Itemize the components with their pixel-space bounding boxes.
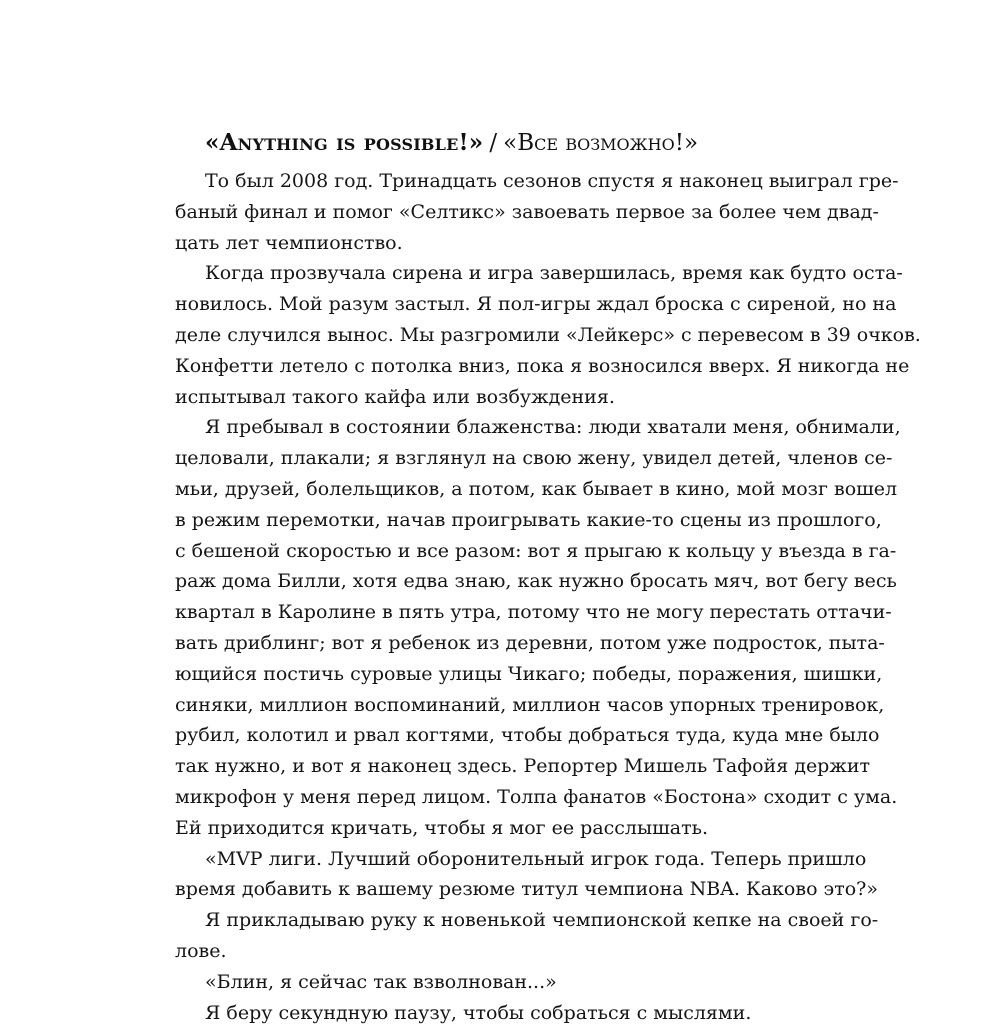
paragraph bbox=[175, 905, 879, 967]
text-line: Я прикладываю руку к новенькой чемпионской кепке на своей го- bbox=[205, 909, 879, 932]
text-line: Я пребывал в состоянии блаженства: люди хватали меня, обнимали, bbox=[205, 416, 901, 439]
text-line: деле случился вынос. Мы разгромили «Лейкерс» с перевесом в 39 очков. bbox=[175, 323, 921, 346]
text-line: испытывал такого кайфа или возбуждения. bbox=[175, 385, 615, 408]
text-line: время добавить к вашему резюме титул чемпиона NBA. Каково это?» bbox=[175, 878, 878, 901]
text-line: Ей приходится кричать, чтобы я мог ее расслышать. bbox=[175, 816, 709, 839]
text-line: Конфетти летело с потолка вниз, пока я возносился вверх. Я никогда не bbox=[175, 354, 910, 377]
text-line: мьи, друзей, болельщиков, а потом, как бывает в кино, мой мозг вошел bbox=[175, 477, 898, 500]
text-line: в режим перемотки, начав проигрывать какие-то сцены из прошлого, bbox=[175, 508, 882, 531]
body-text bbox=[175, 166, 921, 1028]
paragraph bbox=[175, 166, 899, 258]
text-line: То был 2008 год. Тринадцать сезонов спустя я наконец выиграл гре- bbox=[205, 170, 899, 192]
paragraph bbox=[175, 967, 827, 998]
paragraph bbox=[175, 998, 827, 1028]
section-heading bbox=[205, 126, 825, 160]
paragraph bbox=[175, 412, 901, 843]
paragraph bbox=[175, 844, 878, 906]
text-line: цать лет чемпионство. bbox=[175, 231, 403, 254]
text-line: с бешеной скоростью и все разом: вот я прыгаю к кольцу у въезда в га- bbox=[175, 539, 897, 562]
text-line: квартал в Каролине в пять утра, потому что не могу перестать оттачи- bbox=[175, 601, 892, 624]
text-line: новилось. Мой разум застыл. Я пол-игры ждал броска с сиреной, но на bbox=[175, 293, 897, 316]
heading-russian: «Все возможно!» bbox=[503, 130, 699, 156]
text-line: синяки, миллион воспоминаний, миллион часов упорных тренировок, bbox=[175, 693, 885, 716]
text-line: вать дриблинг; вот я ребенок из деревни, потом уже подросток, пыта- bbox=[175, 631, 885, 654]
text-line: Когда прозвучала сирена и игра завершилась, время как будто оста- bbox=[205, 262, 903, 285]
text-line: «Блин, я сейчас так взволнован...» bbox=[205, 970, 557, 993]
paragraph bbox=[175, 258, 921, 412]
heading-english: «Anything is possible!» bbox=[205, 129, 484, 156]
text-line: ющийся постичь суровые улицы Чикаго; победы, поражения, шишки, bbox=[175, 662, 883, 685]
text-line: раж дома Билли, хотя едва знаю, как нужно бросать мяч, вот бегу весь bbox=[175, 570, 897, 593]
text-line: «MVP лиги. Лучший оборонительный игрок года. Теперь пришло bbox=[205, 847, 867, 870]
text-line: Я беру секундную паузу, чтобы собраться с мыслями. bbox=[205, 1001, 752, 1024]
text-line: лове. bbox=[175, 939, 227, 962]
text-line: микрофон у меня перед лицом. Толпа фанатов «Бостона» сходит с ума. bbox=[175, 785, 898, 808]
text-line: целовали, плакали; я взглянул на свою жену, увидел детей, членов се- bbox=[175, 447, 893, 470]
text-line: так нужно, и вот я наконец здесь. Репортер Мишель Тафойя держит bbox=[175, 755, 871, 778]
heading-separator: / bbox=[489, 130, 498, 156]
text-line: рубил, колотил и рвал когтями, чтобы добраться туда, куда мне было bbox=[175, 724, 880, 747]
text-line: баный финал и помог «Селтикс» завоевать первое за более чем двад- bbox=[175, 200, 879, 223]
